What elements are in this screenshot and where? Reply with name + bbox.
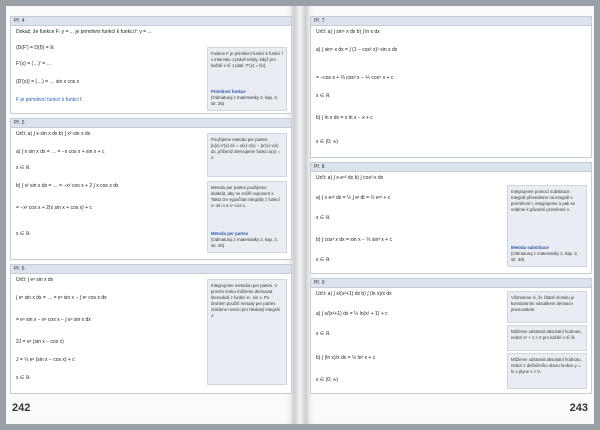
side-note: [507, 353, 587, 389]
side-note-text: Metodu per partes použijeme dvakrát, aby se snížil exponent x. Takto lze vypočítat integrály z funkcí xⁿ·sin x a xⁿ·cos x.: [211, 185, 280, 208]
reference-title: Metoda substituce: [511, 245, 549, 250]
example-label: Př. 5: [14, 120, 25, 126]
side-note-text: Můžeme odstranit absolutní hodnotu, neboť z definičního oboru funkce y = ln x plyne x > 0.: [511, 357, 582, 374]
side-note-text: Použijeme metodu per partes: ∫u(x)·v'(x) dx = u(x)·v(x) − ∫u'(x)·v(x) dx, přičemž derivujeme funkci u(x) = x.: [211, 137, 280, 160]
side-note-reference: [211, 89, 283, 107]
math-step: J = ½ eˣ (sin x − cos x) + c: [16, 357, 75, 363]
example-box: [310, 16, 592, 158]
reference-source: (Odmaturuj z matematiky 2, kap. 3, str. 36): [211, 237, 278, 248]
example-header: [311, 279, 591, 288]
math-step: x ∈ ℝ: [316, 257, 330, 263]
example-label: Př. 4: [14, 18, 25, 24]
side-note: [207, 133, 287, 177]
side-note-reference: [211, 231, 283, 249]
example-box: [310, 278, 592, 394]
example-title: Urči: ∫ eˣ sin x dx: [16, 277, 54, 283]
side-note-text: Můžeme odstranit absolutní hodnotu, neboť x² + 1 > 0 pro každé x ∈ ℝ.: [511, 329, 582, 340]
math-step: 2J = eˣ (sin x − cos x): [16, 339, 64, 345]
side-note-reference: [511, 245, 583, 263]
example-label: Př. 7: [314, 18, 325, 24]
reference-title: Primitivní funkce: [211, 89, 246, 94]
example-title: Urči: a) ∫ x·sin x dx b) ∫ x²·sin x dx: [16, 131, 91, 137]
example-title: Urči: a) ∫ x/(x²+1) dx b) ∫ (ln x)/x dx: [316, 291, 392, 297]
example-header: [11, 265, 291, 274]
side-note: [207, 47, 287, 111]
math-step: = eˣ sin x − eˣ cos x − ∫ eˣ sin x dx: [16, 317, 91, 323]
example-header: [11, 17, 291, 26]
example-label: Př. 6: [14, 266, 25, 272]
side-note-text: Integrujeme pomocí substituce. Integrál převedeme na integrál v proměnné t, integrujeme a pak se vrátíme k původní proměnné x.: [511, 189, 576, 212]
reference-source: (Odmaturuj z matematiky 2, kap. 3, str. 35): [211, 95, 278, 106]
example-label: Př. 8: [314, 164, 325, 170]
math-step: (D'(x)) = (…) = … sin x cos x: [16, 79, 80, 85]
example-box: [10, 264, 292, 394]
side-note: [507, 325, 587, 351]
side-note: [507, 185, 587, 267]
side-note-text: Všimneme si, že čitatel zlomku je konstantním násobkem derivace jmenovatele.: [511, 295, 575, 312]
side-note-text: Funkce F je primitivní funkcí k funkci f v intervalu J právě tehdy, když pro každé x ∈ J platí: F'(x) = f(x).: [211, 51, 283, 68]
example-box: [310, 162, 592, 274]
math-step: F'(x) = (…)' = …: [16, 61, 52, 67]
example-title: Urči: a) ∫ x·eˣ² dx b) ∫ cos³ x dx: [316, 175, 384, 181]
example-header: [311, 163, 591, 172]
side-note: [207, 279, 287, 385]
math-step: a) ∫ sin⁵ x dx = ∫ (1 − cos² x)² sin x dx: [316, 47, 398, 53]
math-step: b) ∫ (ln x)/x dx = ½ ln² x + c: [316, 355, 376, 361]
book-gutter: [294, 6, 306, 424]
reference-title: Metoda per partes: [211, 231, 249, 236]
side-note-text: Integrujeme metodou per partes. V prvním kroku můžeme derivovat kteroukoli z funkcí eˣ, sin x. Po druhém použití metody per partes získáme rovnici pro hledaný integrál J.: [211, 283, 280, 318]
reference-source: (Odmaturuj z matematiky 2, kap. 3, str. 38): [511, 251, 578, 262]
math-step: x ∈ ℝ: [16, 165, 30, 171]
math-step: x ∈ ℝ: [316, 215, 330, 221]
page-number: 243: [569, 402, 588, 414]
math-step: x ∈ ℝ: [16, 375, 30, 381]
page-number: 242: [12, 402, 31, 414]
math-step: = −cos x + ⅔ cos³ x − ⅕ cos⁵ x + c: [316, 75, 394, 81]
side-note: [207, 181, 287, 253]
math-step: = −x² cos x + 2(x sin x + cos x) + c: [16, 205, 92, 211]
math-step: x ∈ ℝ: [316, 331, 330, 337]
math-step: a) ∫ x sin x dx = … = −x cos x + sin x + c: [16, 149, 105, 155]
math-step: x ∈ ℝ: [16, 231, 30, 237]
example-box: [10, 16, 292, 114]
math-step: b) ∫ ln x dx = x ln x − x + c: [316, 115, 373, 121]
math-step: b) ∫ x² sin x dx = … = −x² cos x + 2 ∫ x cos x dx: [16, 183, 119, 189]
example-header: [311, 17, 591, 26]
math-step: x ∈ (0; ∞): [316, 377, 339, 383]
math-step: a) ∫ x eˣ² dx = ½ ∫ eᵗ dt = ½ eˣ² + c: [316, 195, 391, 201]
math-step: a) ∫ x/(x²+1) dx = ½ ln(x² + 1) + c: [316, 311, 388, 317]
math-step: ∫ eˣ sin x dx = … = eˣ sin x − ∫ eˣ cos x dx: [16, 295, 107, 301]
example-title: Dokaž, že funkce F: y = ... je primitivní funkcí k funkci f: y = ...: [16, 29, 152, 35]
math-step: x ∈ ℝ: [316, 93, 330, 99]
side-note: [507, 291, 587, 323]
example-box: [10, 118, 292, 260]
example-label: Př. 9: [314, 280, 325, 286]
right-page: [306, 6, 594, 424]
math-step: b) ∫ cos³ x dx = sin x − ⅓ sin³ x + c: [316, 237, 392, 243]
math-step: x ∈ (0; ∞): [316, 139, 339, 145]
example-title: Urči: a) ∫ sin⁵ x dx b) ∫ ln x dx: [316, 29, 380, 35]
math-conclusion: F je primitivní funkcí k funkci f.: [16, 97, 83, 103]
math-step: (D(F') = D(f)) = ℝ: [16, 45, 54, 51]
left-page: [6, 6, 294, 424]
example-header: [11, 119, 291, 128]
